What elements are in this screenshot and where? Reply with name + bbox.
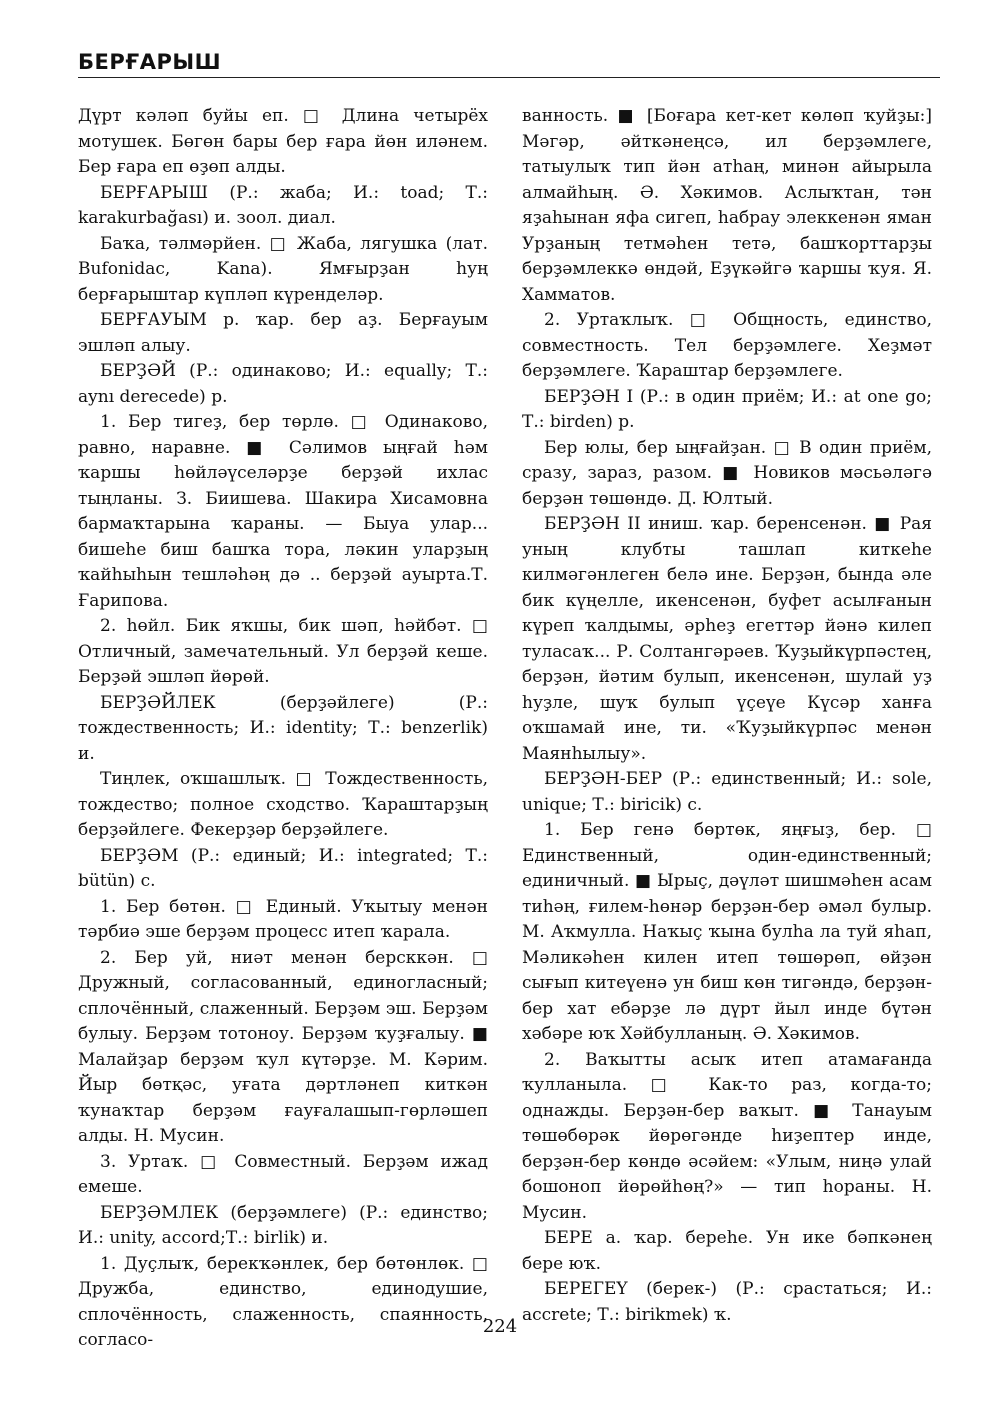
entry-sense: 2. һөйл. Бик яҡшы, бик шәп, һәйбәт. □ Отличный, замечательный. Ул берҙәй кеше. Берҙәй эшләп йөрөй. — [78, 616, 488, 687]
right-column — [522, 104, 932, 1328]
left-column — [78, 104, 488, 1354]
entry-sense: 1. Бер тигеҙ, бер төрлө. □ Одинаково, равно, наравне. ■ Сәлимов ыңғай һәм ҡаршы һөйләүселәрҙе берҙәй ихлас тыңланы. З. Биишева. Шакира Хисамовна бармаҡтарына ҡараны. — Быуа улар... бишеһе биш башҡа тора, ләкин уларҙың ҡайһыһын тешләһәң дә .. берҙәй ауырта.Т. Ғарипова. — [78, 412, 488, 611]
entry-headword: БЕРЕГЕҮ (берек-) (Р.: срастаться; И.: accrete; Т.: birikmek) ҡ. — [522, 1279, 932, 1325]
entry-sense: 1. Бер бөтөн. □ Единый. Уҡытыу менән тәрбиә эше берҙәм процесс итеп ҡарала. — [78, 896, 488, 942]
entry-headword: БЕРҘӘЙЛЕК (берҙәйлеге) (Р.: тождественность; И.: identity; Т.: benzerlik) и. — [78, 692, 488, 764]
entry-headword: БЕРҘӘМЛЕК (берҙәмлеге) (Р.: единство; И.: unity, accord;Т.: birlik) и. — [78, 1202, 488, 1248]
entry-paragraph: Дүрт кәләп буйы еп. □ Длина четырёх мотушек. Бөгөн бары бер ғара йөн иләнем. Бер ғара еп өҙөп алды. — [78, 106, 488, 177]
entry-headword: БЕРҒАУЫМ р. ҡар. бер аҙ. Берғауым эшләп алыу. — [78, 310, 488, 356]
entry-sense: 2. Бер уй, ниәт менән берсккән. □ Дружный, согласованный, единогласный; сплочённый, слаженный. Берҙәм эш. Берҙәм булыу. Берҙәм тотоноу. Берҙәм ҡуҙғалыу. ■ Малайҙар берҙәм ҡул күтәрҙе. М. Кәрим. Йыр бөтқәс, уғата дәртләнеп киткән ҡунаҡтар берҙәм ғауғалашып-гөрләшеп алды. Н. Мусин. — [78, 947, 488, 1146]
entry-paragraph: Тиңлек, оҡшашлыҡ. □ Тождественность, тождество; полное сходство. Ҡараштарҙың берҙәйлеге. Фекерҙәр берҙәйлеге. — [78, 769, 488, 840]
entry-headword: БЕРҘӘН-БЕР (Р.: единственный; И.: sole, unique; Т.: biricik) с. — [522, 769, 932, 815]
entry-paragraph: Бер юлы, бер ыңғайҙан. □ В один приём, сразу, зараз, разом. ■ Новиков мәсьәләгә берҙән төшөндө. Д. Юлтый. — [522, 437, 932, 509]
entry-sense: 1. Дуҫлыҡ, берекҡәнлек, бер бөтөнлөк. □ Дружба, единство, единодушие, сплочённость, слаженность, спаянность, согласо- — [78, 1253, 488, 1350]
entry-sense: 2. Уртаҡлыҡ. □ Общность, единство, совместность. Тел берҙәмлеге. Хеҙмәт берҙәмлеге. Ҡараштар берҙәмлеге. — [522, 310, 932, 381]
header-rule — [78, 77, 940, 78]
entry-paragraph: ванность. ■ [Боғара кет-кет көлөп ҡуйҙы:] Мәгәр, әйткәнеңсә, ил берҙәмлеге, татыулыҡ тип йән атһаң, минән айырыла алмайһың. Ә. Хәкимов. Аслыҡтан, тән яҙаһынан яфа сигеп, һабрау элеккенән яман Урҙаның тетмәһен тетә, башҡорттарҙы берҙәмлеккә өндәй, Еҙүкәйгә ҡаршы ҡуя. Я. Хамматов. — [522, 106, 932, 305]
entry-sense: 1. Бер генә бөртөк, яңғыҙ, бер. □ Единственный, один-единственный; единичный. ■ Ырыҫ, дәүләт шишмәһен асам тиһәң, ғилем-һөнәр берҙән-бер әмәл булыр. М. Аҡмулла. Наҡыҫ ҡына булһа ла туй яһап, Мәликәһен килен итеп төшөрөп, өйҙән сығып китеүенә ун биш көн тигәндә, берҙән-бер хат ебәрҙе лә дүрт йыл инде бүтән хәбәре юҡ Хәйбулланың. Ә. Хәкимов. — [522, 820, 932, 1044]
entry-paragraph: Баҡа, тәлмәрйен. □ Жаба, лягушка (лат. Bufonidac, Kana). Ямғырҙан һуң берғарыштар күпләп күренделәр. — [78, 233, 488, 305]
entry-headword: БЕРҘӘН I (Р.: в один приём; И.: at one go; Т.: birden) р. — [522, 386, 932, 432]
entry-sense: 3. Уртаҡ. □ Совместный. Берҙәм ижад емеше. — [78, 1151, 488, 1197]
running-head: БЕРҒАРЫШ — [78, 50, 222, 74]
entry-headword: БЕРҘӘЙ (Р.: одинаково; И.: equally; Т.: aynı derecede) р. — [78, 361, 488, 407]
entry-headword: БЕРҒАРЫШ (Р.: жаба; И.: toad; Т.: karakurbağası) и. зоол. диал. — [78, 182, 488, 228]
entry-headword: БЕРҘӘМ (Р.: единый; И.: integrated; Т.: bütün) с. — [78, 845, 488, 891]
entry-sense: 2. Ваҡытты асыҡ итеп атамағанда ҡулланыла. □ Как-то раз, когда-то; однажды. Берҙән-бер ваҡыт. ■ Танауым төшөбөрәк йөрөгәнде һиҙептер инде, берҙән-бер көндө әсәйем: «Улым, ниңә улай бошоноп йөрөйһөң?» — тип һораны. Н. Мусин. — [522, 1049, 932, 1223]
entry-headword: БЕРЕ а. ҡар. береһе. Ун ике бәпкәнең бере юҡ. — [522, 1228, 932, 1274]
entry-headword: БЕРҘӘН II иниш. ҡар. беренсенән. ■ Рая уның клубты ташлап киткеһе килмәгәнлеген белә ине. Берҙән, бында әле бик күңелле, икенсенән, буфет асылғанын күреп ҡалдымы, әрһеҙ егеттәр йәнә килеп туласаҡ... Р. Солтангәрәев. Ҡуҙыйкүрпәстең, берҙән, йәтим булып, икенсенән, шулай уҙ һуҙле, шуҡ булып үҫеүе Күсәр ханға оҡшамай ине, ти. «Ҡуҙыйкүрпәс менән Маянһылыу». — [522, 514, 932, 764]
page-number: 224 — [482, 1316, 518, 1337]
